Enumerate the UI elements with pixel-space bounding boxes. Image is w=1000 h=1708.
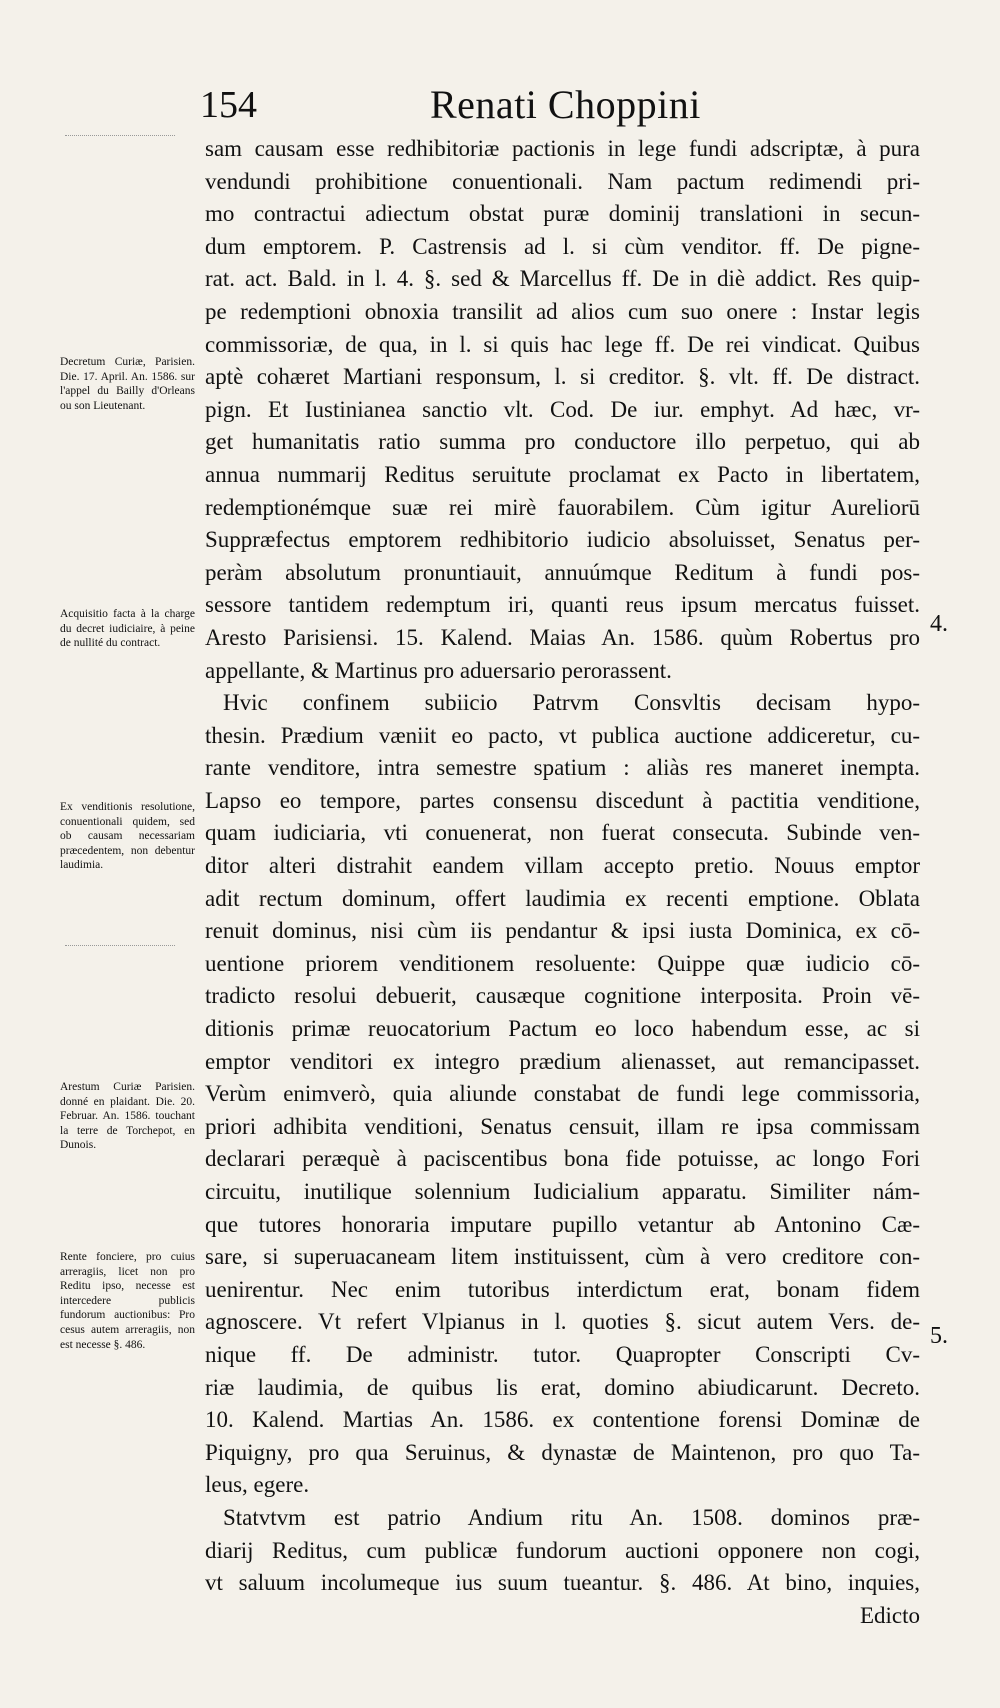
text-line: sare, si superuacaneam litem instituissent, cùm à vero creditore con- (205, 1244, 920, 1270)
text-line: mo contractui adiectum obstat puræ dominij translationi in secun- (205, 201, 920, 227)
text-line: aptè cohæret Martiani responsum, l. si creditor. §. vlt. ff. De distract. (205, 364, 920, 390)
section-marker: 5. (930, 1323, 948, 1349)
text-line: que tutores honoraria imputare pupillo vetantur ab Antonino Cæ- (205, 1211, 920, 1237)
running-title: Renati Choppini (430, 82, 701, 127)
page-header (200, 80, 920, 130)
text-line: pe redemptioni obnoxia transilit ad alios cum suo onere : Instar legis (205, 298, 920, 324)
text-line: vt saluum incolumeque ius suum tueantur. §. 486. At bino, inquies, (205, 1570, 920, 1596)
text-line: adit rectum dominum, offert laudimia ex recenti emptione. Oblata (205, 885, 920, 911)
text-line: declarari peræquè à paciscentibus bona fide potuisse, ac longo Fori (205, 1146, 920, 1172)
text-line: 10. Kalend. Martias An. 1586. ex contentione forensi Dominæ de (205, 1407, 920, 1433)
text-line: commissoriæ, de qua, in l. si quis hac lege ff. De rei vindicat. Quibus (205, 331, 920, 357)
text-line: Hvic confinem subiicio Patrvm Consvltis decisam hypo- (223, 690, 920, 716)
margin-ornament (65, 135, 175, 136)
text-line: circuitu, inutilique solennium Iudicialium apparatu. Similiter nám- (205, 1179, 920, 1204)
section-marker: 4. (930, 611, 948, 637)
text-line: agnoscere. Vt refert Vlpianus in l. quoties §. sicut autem Vers. de- (205, 1309, 920, 1335)
text-line: get humanitatis ratio summa pro conductore illo perpetuo, qui ab (205, 429, 920, 455)
text-line: diarij Reditus, cum publicæ fundorum auctioni opponere non cogi, (205, 1537, 920, 1563)
text-line: riæ laudimia, de quibus lis erat, domino abiudicarunt. Decreto. (205, 1374, 920, 1400)
text-line: thesin. Prædium væniit eo pacto, vt publica auctione addiceretur, cu- (205, 722, 920, 748)
text-line: tradicto resolui debuerit, causæque cognitione interposita. Proin vē- (205, 983, 920, 1009)
text-line: Edicto (859, 1602, 920, 1628)
text-line: ditor alteri distrahit eandem villam accepto pretio. Nouus emptor (205, 853, 920, 879)
text-line: sam causam esse redhibitoriæ pactionis in lege fundi adscriptæ, à pura (205, 136, 920, 161)
text-line: rante venditore, intra semestre spatium : aliàs res maneret inempta. (205, 755, 920, 781)
text-line: Lapso eo tempore, partes consensu discedunt à pactitia venditione, (205, 787, 920, 813)
text-line: renuit dominus, nisi cùm iis pendantur & ipsi iusta Dominica, ex cō- (205, 918, 920, 944)
text-line: leus, egere. (205, 1472, 310, 1498)
text-line: Piquigny, pro qua Seruinus, & dynastæ de Maintenon, pro quo Ta- (205, 1439, 920, 1465)
text-line: nique ff. De administr. tutor. Quapropter Conscripti Cv- (205, 1341, 920, 1367)
text-line: emptor venditori ex integro prædium alienasset, aut remancipasset. (205, 1048, 920, 1074)
text-line: Statvtvm est patrio Andium ritu An. 1508. dominos præ- (223, 1504, 920, 1530)
text-line: annua nummarij Reditus seruitute proclamat ex Pacto in libertatem, (205, 461, 920, 487)
margin-note: Rente fonciere, pro cuius arreragiis, licet non pro Reditu ipso, necesse est intercedere publicis fundorum auctionibus: Pro cesus autem arreragiis, non est necesse §. 486. (60, 1251, 195, 1351)
page-number: 154 (200, 84, 257, 126)
text-line: ditionis primæ reuocatorium Pactum eo loco habendum esse, ac si (205, 1016, 920, 1042)
margin-note: Ex venditionis resolutione, conuentionali quidem, sed ob causam necessariam præcedentem, non debentur laudimia. (60, 801, 195, 872)
text-line: uenirentur. Nec enim tutoribus interdictum erat, bonam fidem (205, 1276, 920, 1302)
margin-note: Decretum Curiæ, Parisien. Die. 17. April. An. 1586. sur l'appel du Bailly d'Orleans ou son Lieutenant. (60, 356, 195, 412)
text-line: quam iudiciaria, vti conuenerat, non fuerat consecuta. Subinde ven- (205, 820, 920, 846)
text-line: uentione priorem venditionem resoluente: Quippe quæ iudicio cō- (205, 950, 920, 976)
text-line: Suppræfectus emptorem redhibitorio iudicio absoluisset, Senatus per- (205, 527, 920, 553)
text-line: pign. Et Iustinianea sanctio vlt. Cod. De iur. emphyt. Ad hæc, vr- (205, 396, 920, 422)
text-line: rat. act. Bald. in l. 4. §. sed & Marcellus ff. De in diè addict. Res quip- (205, 266, 920, 292)
text-line: appellante, & Martinus pro aduersario perorassent. (205, 657, 672, 683)
text-line: vendundi prohibitione conuentionali. Nam pactum redimendi pri- (205, 168, 920, 194)
text-line: redemptionémque suæ rei mirè fauorabilem. Cùm igitur Aureliorū (205, 494, 920, 520)
margin-note: Acquisitio facta à la charge du decret iudiciaire, à peine de nullité du contract. (60, 608, 195, 650)
text-line: Aresto Parisiensi. 15. Kalend. Maias An. 1586. quùm Robertus pro (205, 624, 920, 650)
margin-ornament (65, 945, 175, 946)
text-line: priori adhibita venditioni, Senatus censuit, illam re ipsa commissam (205, 1113, 920, 1139)
text-line: dum emptorem. P. Castrensis ad l. si cùm venditor. ff. De pigne- (205, 233, 920, 259)
text-line: sessore tantidem redemptum iri, quanti reus ipsum mercatus fuisset. (205, 592, 920, 618)
text-line: Verùm enimverò, quia aliunde constabat de fundi lege commissoria, (205, 1081, 920, 1107)
text-line: peràm absolutum pronuntiauit, annuúmque Reditum à fundi pos- (205, 559, 920, 585)
margin-note: Arestum Curiæ Parisien. donné en plaidant. Die. 20. Februar. An. 1586. touchant la terre de Torchepot, en Dunois. (60, 1081, 195, 1152)
main-text-block (205, 133, 920, 1632)
